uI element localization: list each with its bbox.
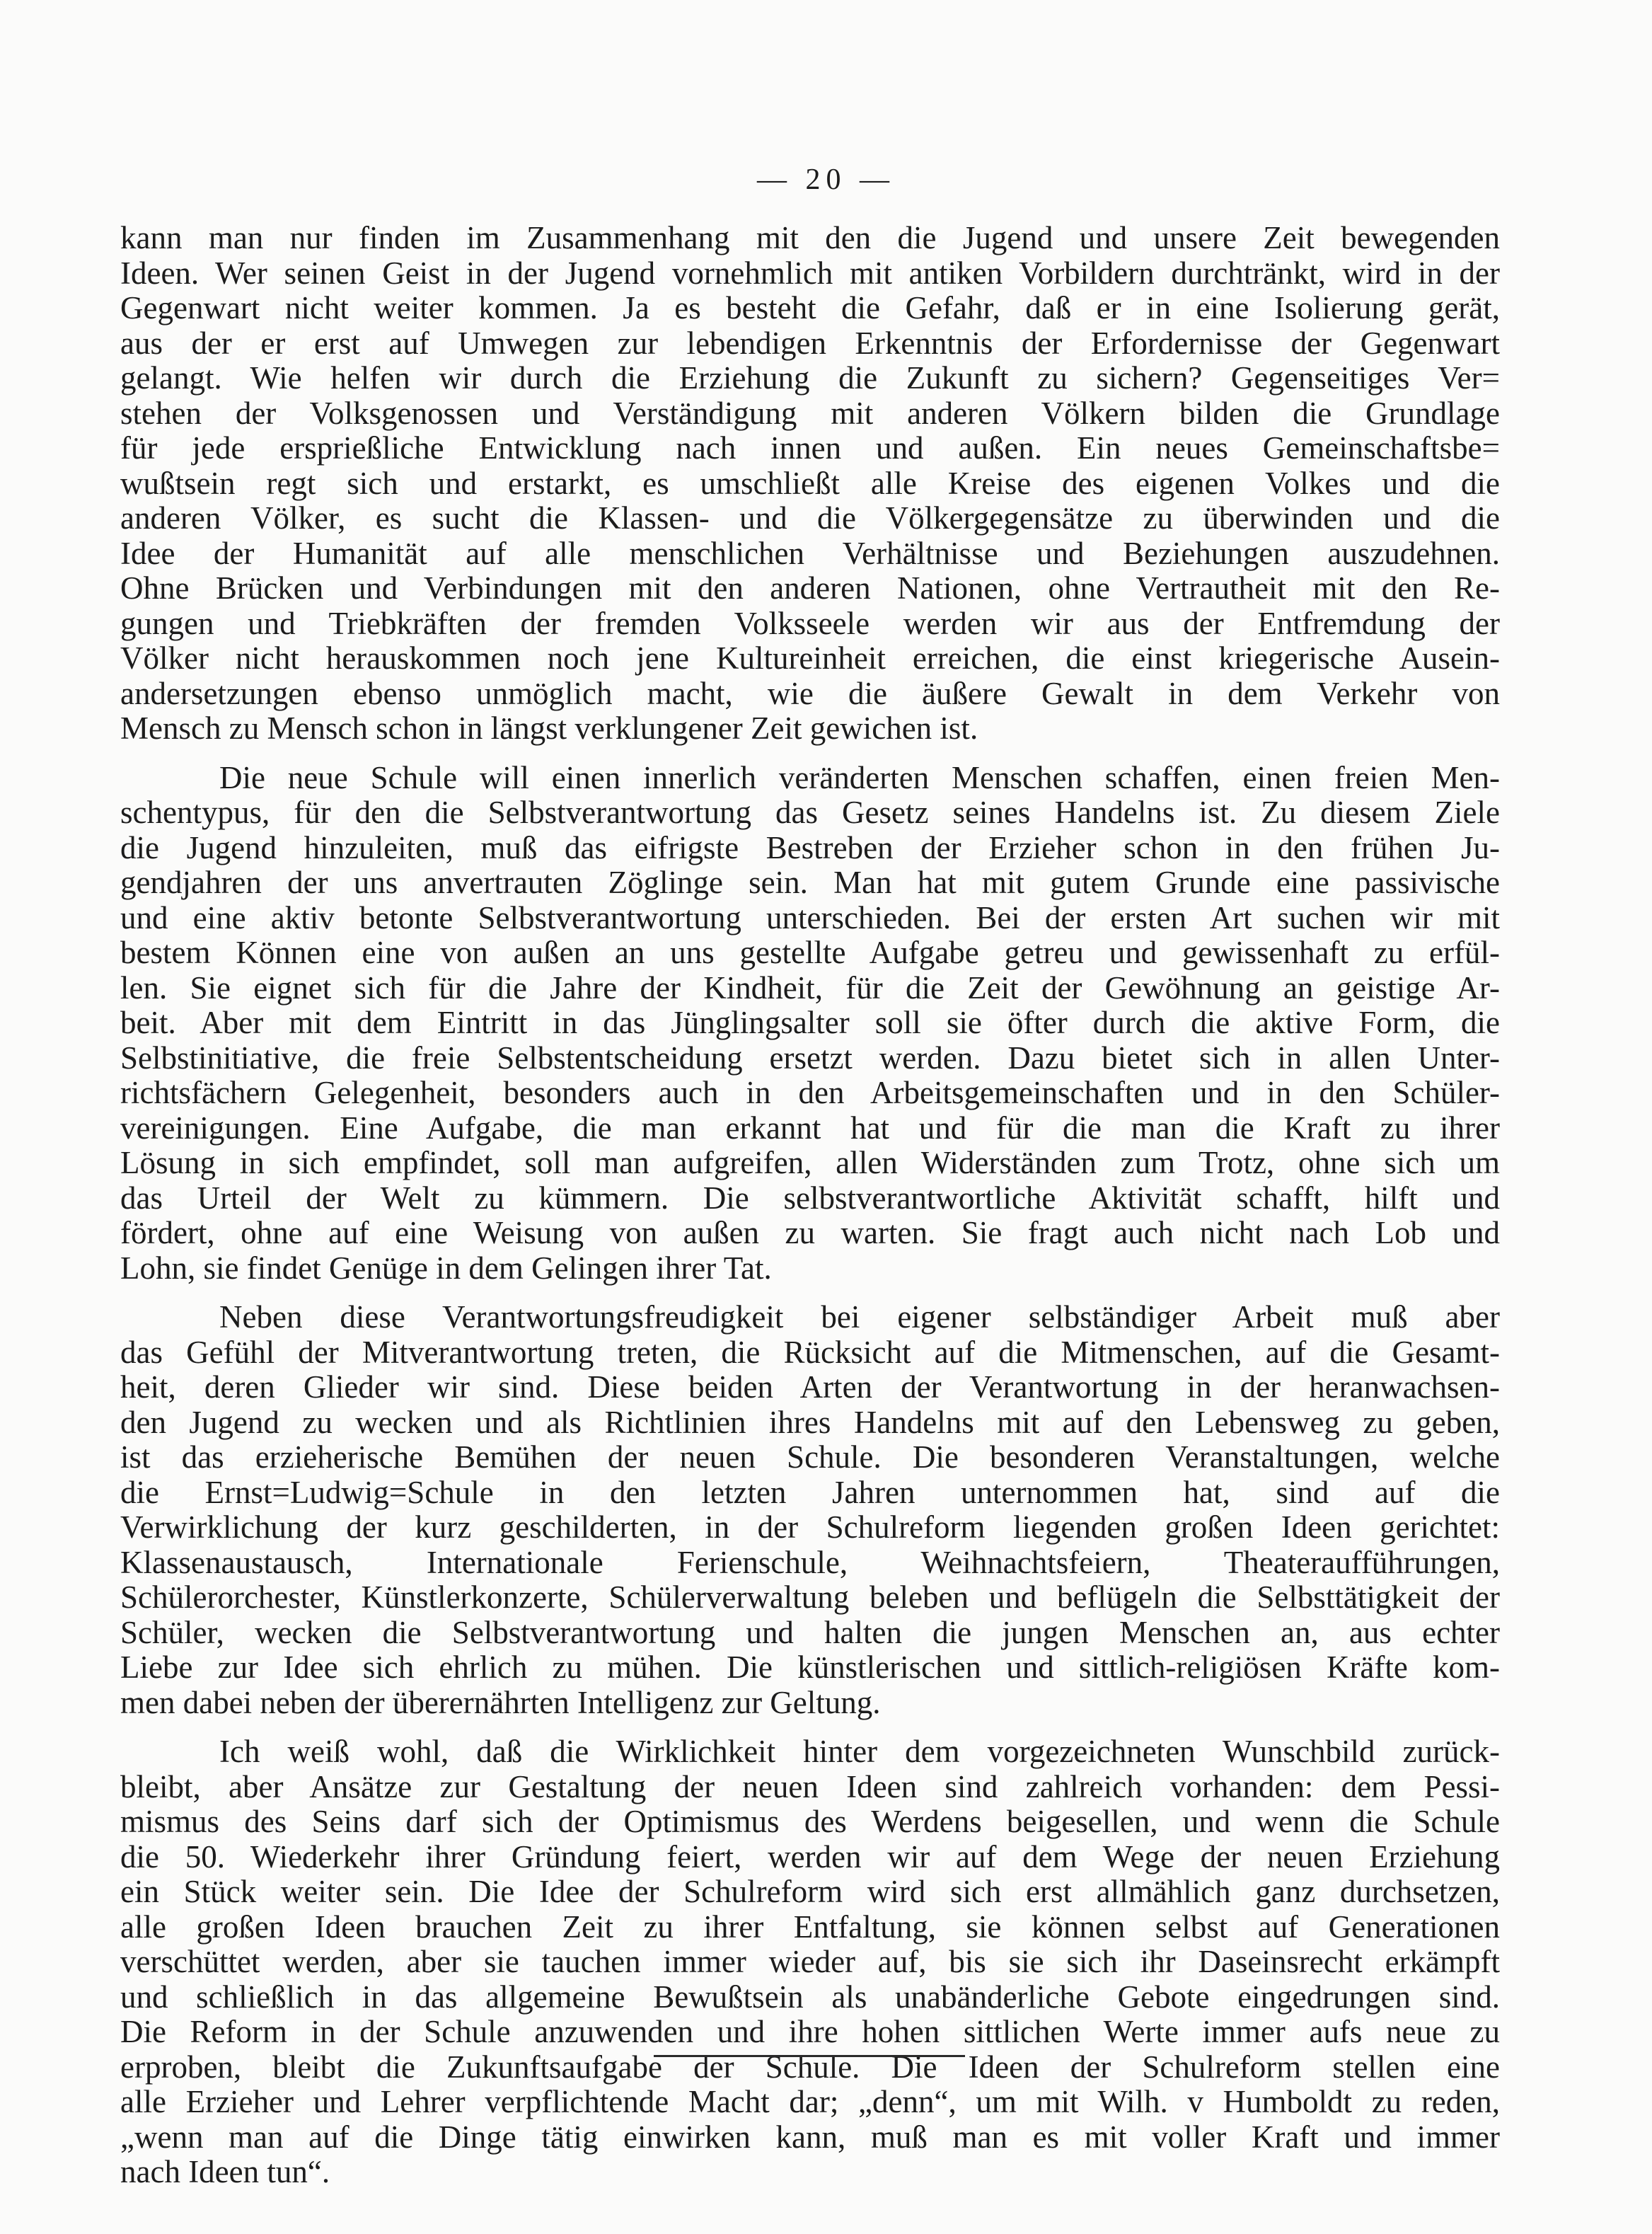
paragraph-1-line: aus der er erst auf Umwegen zur lebendigen Erkenntnis der Erfordernisse der Gegenwart [120,326,1500,361]
paragraph-1-line: für jede ersprießliche Entwicklung nach innen und außen. Ein neues Gemeinschaftsbe= [120,431,1500,466]
paragraph-3-line: ist das erzieherische Bemühen der neuen Schule. Die besonderen Veranstaltungen, welche [120,1440,1500,1475]
paragraph-4-line: Ich weiß wohl, daß die Wirklichkeit hinter dem vorgezeichneten Wunschbild zurück- [219,1734,1500,1769]
paragraph-3-line: Liebe zur Idee sich ehrlich zu mühen. Die künstlerischen und sittlich-religiösen Kräfte kom- [120,1650,1500,1685]
paragraph-2-line: die Jugend hinzuleiten, muß das eifrigste Bestreben der Erzieher schon in den frühen Ju- [120,830,1500,865]
paragraph-1-line: gungen und Triebkräften der fremden Volksseele werden wir aus der Entfremdung der [120,606,1500,641]
paragraph-1-line: anderen Völker, es sucht die Klassen- und die Völkergegensätze zu überwinden und die [120,501,1500,536]
paragraph-3-line: Schülerorchester, Künstlerkonzerte, Schülerverwaltung beleben und beflügeln die Selbsttätigkeit der [120,1580,1500,1615]
paragraph-2-line: das Urteil der Welt zu kümmern. Die selbstverantwortliche Aktivität schafft, hilft und [120,1180,1500,1216]
paragraph-4-line: nach Ideen tun“. [120,2155,330,2189]
paragraph-2-line: gendjahren der uns anvertrauten Zöglinge sein. Man hat mit gutem Grunde eine passivische [120,865,1500,900]
paragraph-3-line: Klassenaustausch, Internationale Ferienschule, Weihnachtsfeiern, Theateraufführungen, [120,1545,1500,1580]
paragraph-1-line: Ideen. Wer seinen Geist in der Jugend vornehmlich mit antiken Vorbildern durchtränkt, wird in der [120,255,1500,291]
paragraph-3-line: Neben diese Verantwortungsfreudigkeit bei eigener selbständiger Arbeit muß aber [219,1300,1500,1335]
closing-rule [654,2055,965,2057]
paragraph-1-line: gelangt. Wie helfen wir durch die Erziehung die Zukunft zu sichern? Gegenseitiges Ver= [120,361,1500,396]
paragraph-2-line: len. Sie eignet sich für die Jahre der Kindheit, für die Zeit der Gewöhnung an geistige Ar- [120,970,1500,1006]
paragraph-4-line: mismus des Seins darf sich der Optimismus des Werdens beigesellen, und wenn die Schule [120,1804,1500,1839]
paragraph-gap [120,747,1500,761]
paragraph-1-line: stehen der Volksgenossen und Verständigung mit anderen Völkern bilden die Grundlage [120,396,1500,431]
paragraph-2-line: Lohn, sie findet Genüge in dem Gelingen ihrer Tat. [120,1250,772,1286]
paragraph-4-line: erproben, bleibt die Zukunftsaufgabe der Schule. Die Ideen der Schulreform stellen eine [120,2049,1500,2085]
paragraph-4-line: ein Stück weiter sein. Die Idee der Schulreform wird sich erst allmählich ganz durchsetzen, [120,1875,1500,1909]
paragraph-2-line: und eine aktiv betonte Selbstverantwortung unterschieden. Bei der ersten Art suchen wir mit [120,900,1500,935]
paragraph-2-line: bestem Können eine von außen an uns gestellte Aufgabe getreu und gewissenhaft zu erfül- [120,935,1500,970]
paragraph-4-line: alle Erzieher und Lehrer verpflichtende Macht dar; „denn“, um mit Wilh. v Humboldt zu reden, [120,2085,1500,2119]
paragraph-3-line: men dabei neben der überernährten Intelligenz zur Geltung. [120,1685,881,1720]
paragraph-1-line: kann man nur finden im Zusammenhang mit den die Jugend und unsere Zeit bewegenden [120,221,1500,255]
paragraph-4-line: Die Reform in der Schule anzuwenden und ihre hohen sittlichen Werte immer aufs neue zu [120,2015,1500,2049]
paragraph-3-line: heit, deren Glieder wir sind. Diese beiden Arten der Verantwortung in der heranwachsen- [120,1370,1500,1405]
paragraph-2-line: Lösung in sich empfindet, soll man aufgreifen, allen Widerständen zum Trotz, ohne sich um [120,1146,1500,1180]
paragraph-2-line: fördert, ohne auf eine Weisung von außen zu warten. Sie fragt auch nicht nach Lob und [120,1216,1500,1250]
paragraph-2-line: schentypus, für den die Selbstverantwortung das Gesetz seines Handelns ist. Zu diesem Ziele [120,795,1500,830]
paragraph-1-line: Ohne Brücken und Verbindungen mit den anderen Nationen, ohne Vertrautheit mit den Re- [120,571,1500,606]
body-text [120,221,1500,2190]
paragraph-4-line: die 50. Wiederkehr ihrer Gründung feiert, werden wir auf dem Wege der neuen Erziehung [120,1839,1500,1875]
paragraph-4-line: alle großen Ideen brauchen Zeit zu ihrer Entfaltung, sie können selbst auf Generationen [120,1909,1500,1945]
paragraph-1-line: Mensch zu Mensch schon in längst verklungener Zeit gewichen ist. [120,711,978,746]
paragraph-4-line: und schließlich in das allgemeine Bewußtsein als unabänderliche Gebote eingedrungen sind. [120,1979,1500,2015]
paragraph-3-line: das Gefühl der Mitverantwortung treten, die Rücksicht auf die Mitmenschen, auf die Gesamt- [120,1335,1500,1370]
paragraph-1-line: Idee der Humanität auf alle menschlichen Verhältnisse und Beziehungen auszudehnen. [120,536,1500,571]
paragraph-2-line: beit. Aber mit dem Eintritt in das Jünglingsalter soll sie öfter durch die aktive Form, die [120,1006,1500,1040]
page-number: — 20 — [757,163,895,196]
paragraph-1-line: wußtsein regt sich und erstarkt, es umschließt alle Kreise des eigenen Volkes und die [120,466,1500,501]
paragraph-2-line: Die neue Schule will einen innerlich veränderten Menschen schaffen, einen freien Men- [219,760,1500,795]
paragraph-gap [120,1720,1500,1734]
paragraph-3-line: den Jugend zu wecken und als Richtlinien ihres Handelns mit auf den Lebensweg zu geben, [120,1405,1500,1440]
paragraph-3-line: Schüler, wecken die Selbstverantwortung und halten die jungen Menschen an, aus echter [120,1615,1500,1650]
paragraph-2-line: richtsfächern Gelegenheit, besonders auch in den Arbeitsgemeinschaften und in den Schüler- [120,1076,1500,1110]
paragraph-3-line: die Ernst=Ludwig=Schule in den letzten Jahren unternommen hat, sind auf die [120,1475,1500,1510]
paragraph-2-line: vereinigungen. Eine Aufgabe, die man erkannt hat und für die man die Kraft zu ihrer [120,1110,1500,1146]
paragraph-4-line: bleibt, aber Ansätze zur Gestaltung der neuen Ideen sind zahlreich vorhanden: dem Pessi- [120,1769,1500,1804]
paragraph-2-line: Selbstinitiative, die freie Selbstentscheidung ersetzt werden. Dazu bietet sich in allen Unter- [120,1040,1500,1076]
paragraph-4-line: verschüttet werden, aber sie tauchen immer wieder auf, bis sie sich ihr Daseinsrecht erkämpft [120,1945,1500,1979]
paragraph-1-line: andersetzungen ebenso unmöglich macht, wie die äußere Gewalt in dem Verkehr von [120,676,1500,711]
paragraph-3-line: Verwirklichung der kurz geschilderten, in der Schulreform liegenden großen Ideen gerichtet: [120,1510,1500,1545]
paragraph-1-line: Völker nicht herauskommen noch jene Kultureinheit erreichen, die einst kriegerische Ausein- [120,641,1500,676]
paragraph-gap [120,1286,1500,1300]
paragraph-1-line: Gegenwart nicht weiter kommen. Ja es besteht die Gefahr, daß er in eine Isolierung gerät, [120,291,1500,326]
paragraph-4-line: „wenn man auf die Dinge tätig einwirken kann, muß man es mit voller Kraft und immer [120,2119,1500,2155]
